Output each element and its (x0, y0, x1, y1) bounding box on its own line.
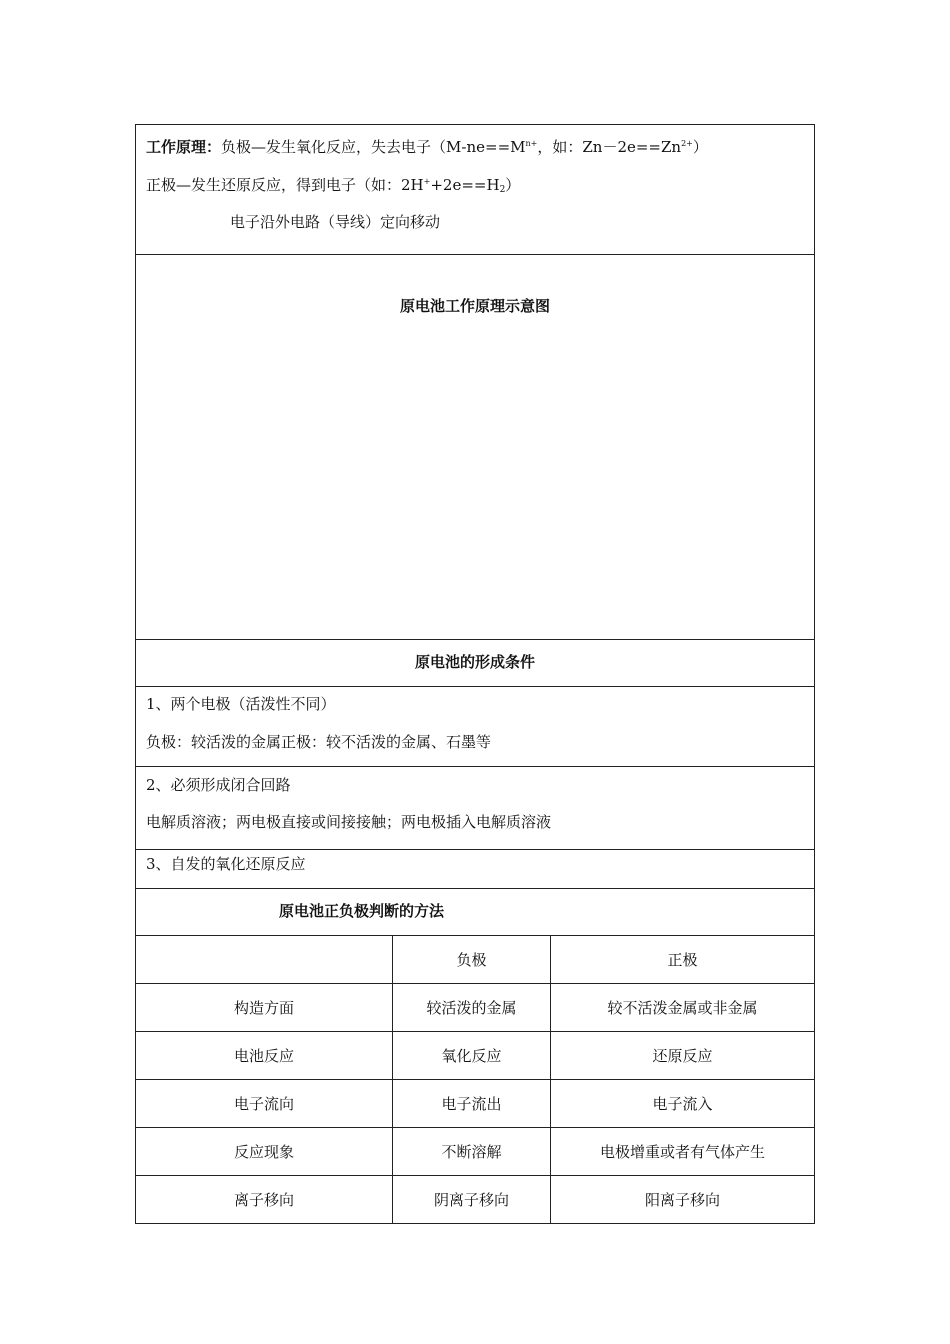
table-row (136, 1176, 814, 1224)
formula-end: ） (505, 176, 521, 194)
table-row (136, 1080, 814, 1128)
judge-header-row (136, 936, 814, 984)
condition-2-detail: 电解质溶液；两电极直接或间接接触；两电极插入电解质溶液 (146, 813, 552, 831)
negative-text: 负极—发生氧化反应，失去电子（ (221, 138, 447, 156)
header-cell (136, 936, 393, 983)
electron-movement-line: 电子沿外电路（导线）定向移动 (230, 213, 441, 231)
table-cell: 较活泼的金属 (393, 984, 551, 1031)
condition-3: 3、自发的氧化还原反应 (146, 855, 306, 873)
table-cell: 构造方面 (136, 984, 393, 1031)
table-cell: 电子流出 (393, 1080, 551, 1127)
formula-part: ，如：Zn－2e==Zn (537, 138, 682, 156)
table-row (136, 1128, 814, 1176)
table-cell: 阴离子移向 (393, 1176, 551, 1223)
table-cell: 不断溶解 (393, 1128, 551, 1175)
table-cell: 还原反应 (652, 1047, 713, 1065)
condition-1: 1、两个电极（活泼性不同） (146, 695, 336, 713)
formula-sup: + (423, 177, 431, 186)
formula-part: +2e==H (430, 176, 500, 194)
formula-sup: n+ (525, 139, 538, 148)
table-cell: 离子移向 (136, 1176, 393, 1223)
conditions-title: 原电池的形成条件 (414, 653, 535, 671)
header-cell-negative: 负极 (393, 936, 551, 983)
judge-title-row (136, 889, 814, 936)
judge-title: 原电池正负极判断的方法 (279, 902, 445, 920)
table-cell: 较不活泼金属或非金属 (607, 999, 758, 1017)
table-cell: 电子流入 (652, 1095, 713, 1113)
table-row (136, 984, 814, 1032)
table-cell: 阳离子移向 (644, 1191, 720, 1209)
diagram-title: 原电池工作原理示意图 (399, 297, 550, 315)
negative-electrode-line (146, 137, 708, 157)
condition-2: 2、必须形成闭合回路 (146, 776, 291, 794)
table-row (136, 1032, 814, 1080)
condition-1-row (136, 687, 814, 767)
table-cell: 氧化反应 (393, 1032, 551, 1079)
document-table (135, 124, 815, 1224)
formula-sup: 2+ (681, 139, 693, 148)
header-cell-positive: 正极 (667, 951, 698, 969)
table-cell: 反应现象 (136, 1128, 393, 1175)
principle-section (136, 125, 814, 255)
diagram-section (136, 255, 814, 640)
formula-part: M-ne==M (446, 138, 526, 156)
table-cell: 电子流向 (136, 1080, 393, 1127)
positive-text: 正极—发生还原反应，得到电子（如：2H (146, 176, 424, 194)
table-cell: 电极增重或者有气体产生 (599, 1143, 765, 1161)
condition-3-row (136, 850, 814, 889)
table-cell: 电池反应 (136, 1032, 393, 1079)
condition-2-row (136, 767, 814, 850)
condition-1-detail: 负极：较活泼的金属正极：较不活泼的金属、石墨等 (146, 733, 492, 751)
formula-sub: 2 (499, 185, 506, 195)
positive-electrode-line (146, 175, 520, 195)
principle-heading: 工作原理： (146, 138, 222, 156)
formula-end: ） (692, 138, 708, 156)
conditions-title-row (136, 640, 814, 687)
